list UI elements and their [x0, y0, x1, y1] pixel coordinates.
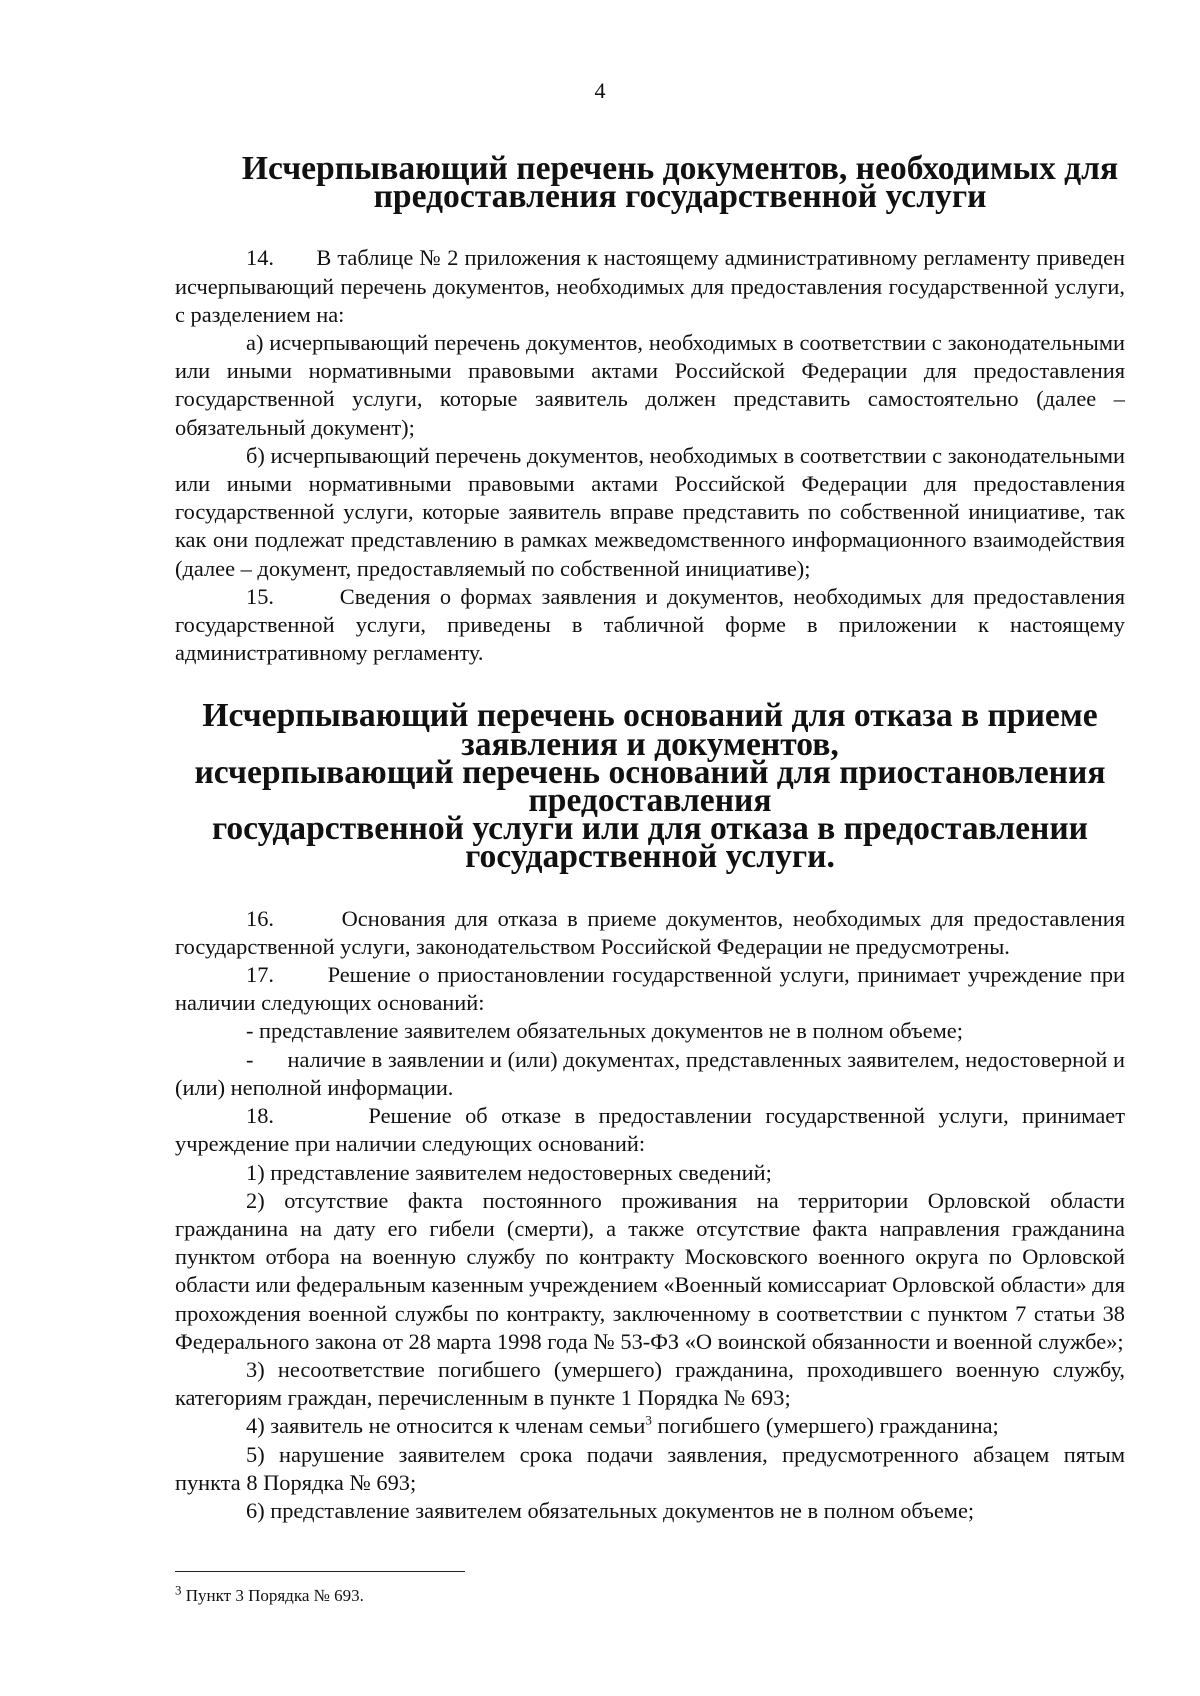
- paragraph-18-item3: 3) несоответствие погибшего (умершего) гражданина, проходившего военную службу, категориям граждан, перечисленным в пункте 1 Порядка № 693;: [175, 1356, 1125, 1411]
- paragraph-18: 18. Решение об отказе в предоставлении государственной услуги, принимает учреждение при наличии следующих оснований:: [175, 1103, 1125, 1157]
- footnote: [175, 1582, 364, 1607]
- footnote-mark: 3: [175, 1582, 182, 1598]
- page-number: 4: [594, 78, 606, 103]
- paragraph-18-item5: 5) нарушение заявителем срока подачи заявления, предусмотренного абзацем пятым пункта 8 Порядка № 693;: [175, 1441, 1125, 1495]
- section-heading-documents: [175, 150, 1125, 216]
- section-heading-refusal: [175, 697, 1125, 876]
- paragraph-18-item6: 6) представление заявителем обязательных документов не в полном объеме;: [246, 1497, 975, 1523]
- document-body: [175, 150, 1125, 1525]
- paragraph-17-item2: - наличие в заявлении и (или) документах, представленных заявителем, недостоверной и (или) неполной информации.: [175, 1046, 1125, 1100]
- heading-line: государственной услуги или для отказа в предоставлении государственной услуги.: [211, 810, 1089, 876]
- footnote-divider: [175, 1571, 465, 1572]
- heading-line: исчерпывающий перечень оснований для приостановления предоставления: [194, 753, 1106, 820]
- paragraph-15: 15. Сведения о формах заявления и документов, необходимых для предоставления государственной услуги, приведены в табличной форме в приложении к настоящему административному регламенту.: [175, 583, 1125, 666]
- footnote-reference: 3: [645, 1412, 652, 1428]
- paragraph-18-item1: 1) представление заявителем недостоверных сведений;: [246, 1159, 772, 1185]
- paragraph-18-item4: [175, 1412, 1125, 1440]
- heading-line: предоставления государственной услуги: [373, 178, 987, 216]
- paragraph-14b: б) исчерпывающий перечень документов, необходимых в соответствии с законодательными или иными нормативными правовыми актами Российской Федерации для предоставления государственной услуги, которые заявитель вправе представить по собственной инициативе, так как они подлежат представлению в рамках межведомственного информационного взаимодействия (далее – документ, предоставляемый по собственной инициативе);: [175, 442, 1125, 581]
- paragraph-14a: а) исчерпывающий перечень документов, необходимых в соответствии с законодательными или иными нормативными правовыми актами Российской Федерации для предоставления государственной услуги, которые заявитель должен представить самостоятельно (далее – обязательный документ);: [175, 330, 1125, 440]
- paragraph-17: 17. Решение о приостановлении государственной услуги, принимает учреждение при наличии следующих оснований:: [175, 962, 1125, 1016]
- paragraph-17-item1: - представление заявителем обязательных документов не в полном объеме;: [246, 1018, 963, 1044]
- heading-line: Исчерпывающий перечень документов, необходимых для: [241, 150, 1119, 187]
- paragraph-14: 14. В таблице № 2 приложения к настоящему административному регламенту приведен исчерпывающий перечень документов, необходимых для предоставления государственной услуги, с разделением на:: [175, 245, 1125, 327]
- paragraph-18-item2: 2) отсутствие факта постоянного проживания на территории Орловской области гражданина на дату его гибели (смерти), а также отсутствие факта направления гражданина пунктом отбора на военную службу по контракту Московского военного округа по Орловской области или федеральным казенным учреждением «Военный комиссариат Орловской области» для прохождения военной службы по контракту, заключенному в соответствии с пунктом 7 статьи 38 Федерального закона от 28 марта 1998 года № 53-ФЗ «О воинской обязанности и военной службе»;: [175, 1187, 1125, 1354]
- item4-text-start: 4) заявитель не относится к членам семьи: [246, 1413, 646, 1439]
- paragraph-16: 16. Основания для отказа в приеме документов, необходимых для предоставления государственной услуги, законодательством Российской Федерации не предусмотрены.: [175, 905, 1125, 959]
- heading-line: Исчерпывающий перечень оснований для отказа в приеме заявления и документов,: [202, 697, 1098, 763]
- footnote-text: Пункт 3 Порядка № 693.: [181, 1586, 364, 1605]
- item4-text-end: погибшего (умершего) гражданина;: [651, 1413, 999, 1439]
